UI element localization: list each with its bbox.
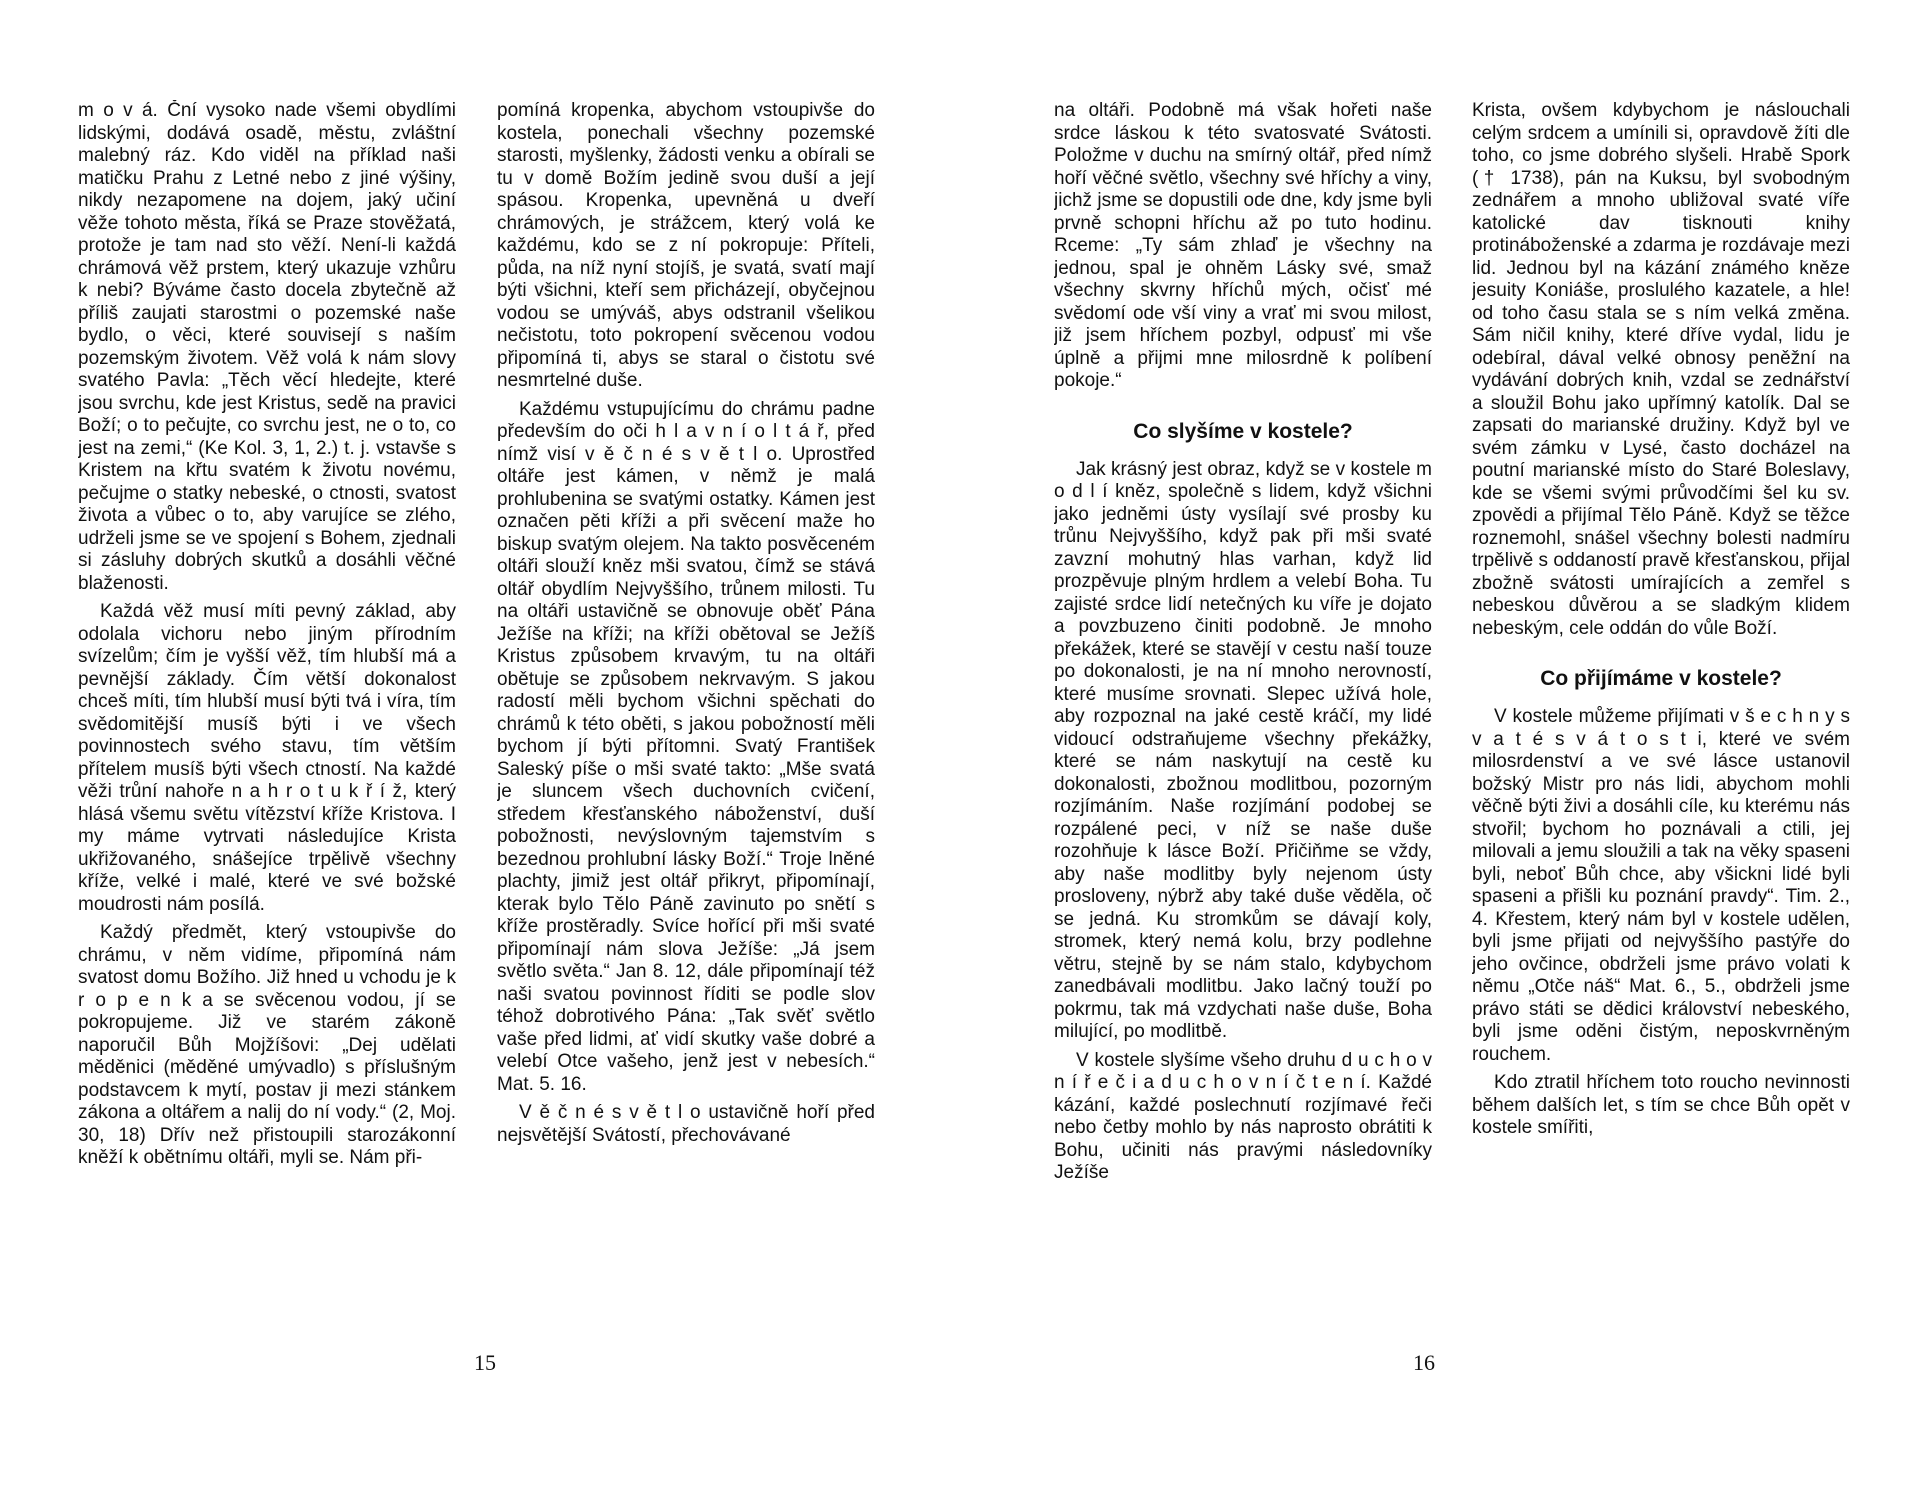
left-page-column-1 [78, 100, 456, 1350]
body-paragraph: Kdo ztratil hříchem toto roucho nevinnosti během dalších let, s tím se chce Bůh opět v kostele smířiti, [1472, 1072, 1850, 1138]
body-paragraph: Každá věž musí míti pevný základ, aby odolala vichoru nebo jiným přírodním svízelům; čím je vyšší věž, tím hlubší má a pevnější základy. Čím větší dokonalost chceš míti, tím hlubší musí býti tvá i víra, tím svědomitější musíš býti i ve všech povinnostech svého stavu, tím větším přítelem musíš býti všech ctností. Na každé věži trůní nahoře n a h r o t u k ř í ž, který hlásá všemu světu vítězství kříže Kristova. I my máme vytrvati následujíce Krista ukřižovaného, snášejíce trpělivě všechny kříže, velké i malé, které ve své božské moudrosti nám posílá. [78, 601, 456, 915]
body-paragraph: Krista, ovšem kdybychom je náslouchali celým srdcem a umínili si, opravdově žíti dle toho, co jsme dobrého slyšeli. Hrabě Spork († 1738), pán na Kuksu, byl svobodným zednářem a mnoho ubližoval svaté víře katolické dav tisknouti knihy protináboženské a zdarma je rozdávaje mezi lid. Jednou byl na kázání známého kněze jesuity Koniáše, proslulého kazatele, a hle! od toho času stala se s ním velká změna. Sám ničil knihy, které dříve vydal, lidu je odebíral, dával velké obnosy peněžní na vydávání dobrých knih, vzdal se zednářství a sloužil Bohu jako upřímný katolík. Dal se zapsati do marianské družiny. Když byl ve svém zámku v Lysé, často docházel na poutní marianské místo do Staré Boleslavy, kde se všemi svými průvodčími šel ku sv. zpovědi a přijímal Tělo Páně. Když se těžce roznemohl, snášel všechny bolesti nadmíru trpělivě s oddaností pravě křesťanskou, přijal zbožně svátosti umírajících a zemřel s nebeskou důvěrou a se sladkým klidem nebeským, cele oddán do vůle Boží. [1472, 100, 1850, 639]
right-page-column-2 [1472, 100, 1850, 1350]
body-paragraph: Každému vstupujícímu do chrámu padne především do oči h l a v n í o l t á ř, před nímž visí v ě č n é s v ě t l o. Uprostřed oltáře jest kámen, v němž je malá prohlubenina se svatými ostatky. Kámen jest označen pěti kříži a při svěcení maže ho biskup svatým olejem. Na takto posvěceném oltáři slouží kněz mši svatou, čímž se stává oltář obydlím Nejvyššího, trůnem milosti. Tu na oltáři ustavičně se obnovuje oběť Pána Ježíše na kříži; na kříži obětoval se Ježíš Kristus způsobem krvavým, tu na oltáři obětuje se způsobem nekrvavým. S jakou radostí měli bychom všichni spěchati do chrámů k této oběti, s jakou pobožností měli bychom jí býti přítomni. Svatý František Saleský píše o mši svaté takto: „Mše svatá je sluncem všech duchovních cvičení, středem křesťanského náboženství, duší pobožnosti, nevýslovným tajemstvím s bezednou prohlubní lásky Boží.“ Troje lněné plachty, jimiž jest oltář přikryt, připomínají, kterak bylo Tělo Páně zavinuto po snětí s kříže prostěradly. Svíce hořící při mši svaté připomínají nám slova Ježíše: „Já jsem světlo světa.“ Jan 8. 12, dále připomínají též naši svatou povinnost říditi se podle slov téhož dobrotivého Pána: „Tak svěť světlo vaše před lidmi, ať vidí skutky vaše dobré a velebí Otce vašeho, jenž jest v nebesích.“ Mat. 5. 16. [497, 398, 875, 1095]
body-paragraph: V ě č n é s v ě t l o ustavičně hoří před nejsvětější Svátostí, přechovávané [497, 1102, 875, 1146]
body-paragraph: na oltáři. Podobně má však hořeti naše srdce láskou k této svatosvaté Svátosti. Položme v duchu na smírný oltář, před nímž hoří věčné světlo, všechny své hříchy a viny, jichž jsme se dopustili ode dne, kdy jsme byli prvně schopni hříchu až po tuto hodinu. Rceme: „Ty sám zhlaď je všechny na jednou, spal je ohněm Lásky své, smaž všechny skvrny hříchů mých, očisť mé svědomí ode vší viny a vrať mi svou milost, již jsem hříchem pozbyl, odpusť mi vše úplně a přijmi mne milosrdně k políbení pokoje.“ [1054, 100, 1432, 391]
body-paragraph: Každý předmět, který vstoupivše do chrámu, v něm vidíme, připomíná nám svatost domu Božího. Již hned u vchodu je k r o p e n k a se svěcenou vodou, jí se pokropujeme. Již ve starém zákoně naporučil Bůh Mojžíšovi: „Dej udělati měděnici (měděné umývadlo) s příslušným podstavcem k mytí, postav ji mezi stánkem zákona a oltářem a nalij do ní vody.“ (2, Moj. 30, 18) Dřív než přistoupili starozákonní kněží k obětnímu oltáři, myli se. Nám při- [78, 922, 456, 1168]
body-paragraph: Jak krásný jest obraz, když se v kostele m o d l í kněz, společně s lidem, když všichni jako jedněmi ústy vysílají své prosby ku trůnu Nejvyššího, když pak při mši svaté zavzní mohutný hlas varhan, když lid prozpěvuje plným hrdlem a velebí Boha. Tu zajisté srdce lidí netečných ku víře je dojato a povzbuzeno činiti podobně. Je mnoho překážek, které se stavějí v cestu naší touze po dokonalosti, je na ní mnoho nerovností, které musíme srovnati. Slepec užívá hole, aby rozpoznal na jaké cestě kráčí, my lidé vidoucí odstraňujeme všechny překážky, které se nám naskytují na cestě ku dokonalosti, zbožnou modlitbou, pozorným rozjímáním. Naše rozjímání podobej se rozpálené peci, v níž se naše duše rozohňuje k lásce Boží. Přičiňme se vždy, aby naše modlitby byly nejenom ústy prosloveny, nýbrž aby také duše věděla, oč se jedná. Ku stromkům se dávají koly, stromek, který nemá kolu, brzy podlehne větru, stejně by se nám stalo, kdybychom zanedbávali modlitbu. Jako lačný touží po pokrmu, tak má vzdychati naše duše, Boha milující, po modlitbě. [1054, 458, 1432, 1042]
page-number: 16 [1413, 1350, 1435, 1375]
body-paragraph: m o v á. Ční vysoko nade všemi obydlími lidskými, dodává osadě, městu, zvláštní malebný ráz. Kdo viděl na příklad naši matičku Prahu z Letné nebo z jiné výšiny, nikdy nezapomene na dojem, jaký učiní věže tohoto města, říká se Praze stověžatá, protože je tam nad sto věží. Není-li každá chrámová věž prstem, který ukazuje vzhůru k nebi? Býváme často docela zbytečně až příliš zaujati starostmi o pozemské naše bydlo, o věci, které souvisejí s naším pozemským životem. Věž volá k nám slovy svatého Pavla: „Těch věcí hledejte, které jsou svrchu, kde jest Kristus, sedě na pravici Boží; o to pečujte, co svrchu jest, ne o to, co jest na zemi,“ (Ke Kol. 3, 1, 2.) t. j. vstavše s Kristem na křtu svatém k životu novému, pečujme o statky nebeské, o ctnosti, svatost života a vůbec o to, aby varujíce se zlého, udrželi jsme se ve spojení s Bohem, zjednali si zásluhy dobrých skutků a dosáhli věčné blaženosti. [78, 100, 456, 594]
page-number: 15 [474, 1350, 496, 1375]
section-heading: Co slyšíme v kostele? [1133, 419, 1353, 443]
right-page [962, 0, 1924, 1500]
right-page-column-1 [1054, 100, 1432, 1350]
section-heading: Co přijímáme v kostele? [1540, 667, 1782, 690]
body-paragraph: pomíná kropenka, abychom vstoupivše do kostela, ponechali všechny pozemské starosti, myšlenky, žádosti venku a obírali se tu v domě Božím jedině svou duší a její spásou. Kropenka, upevněná u dveří chrámových, je strážcem, který volá ke každému, kdo se z ní pokropuje: Příteli, půda, na níž nyní stojíš, je svatá, svatí mají býti všichni, kteří sem přicházejí, obyčejnou vodou se umýváš, abys odstranil všelikou nečistotu, toto pokropení svěcenou vodou připomíná ti, abys se staral o čistotu své nesmrtelné duše. [497, 100, 875, 391]
left-page-column-2 [497, 100, 875, 1350]
body-paragraph: V kostele můžeme přijímati v š e c h n y s v a t é s v á t o s t i, které ve svém milosrdenství a ve své lásce ustanovil božský Mistr pro nás lidi, abychom mohli věčně býti živi a dosáhli cíle, ku kterému nás stvořil; bychom ho poznávali a ctili, jej milovali a jemu sloužili a tak na věky spaseni byli, neboť Bůh chce, aby všickni lidé byli spaseni a přišli ku poznání pravdy“. Tim. 2., 4. Křestem, který nám byl v kostele udělen, byli jsme přijati od nejvyššího pastýře do jeho ovčince, obdrželi jsme právo volati k němu „Otče náš“ Mat. 6., 5., obdrželi jsme právo státi se dědici království nebeského, byli jsme oděni čistým, neposkvrněným rouchem. [1472, 706, 1850, 1065]
body-paragraph: V kostele slyšíme všeho druhu d u c h o v n í ř e č i a d u c h o v n í č t e n í. Každé kázání, každé poslechnutí rozjímavé řeči nebo četby mohlo by nás naprosto obrátiti k Bohu, učiniti nás pravými následovníky Ježíše [1054, 1049, 1432, 1183]
